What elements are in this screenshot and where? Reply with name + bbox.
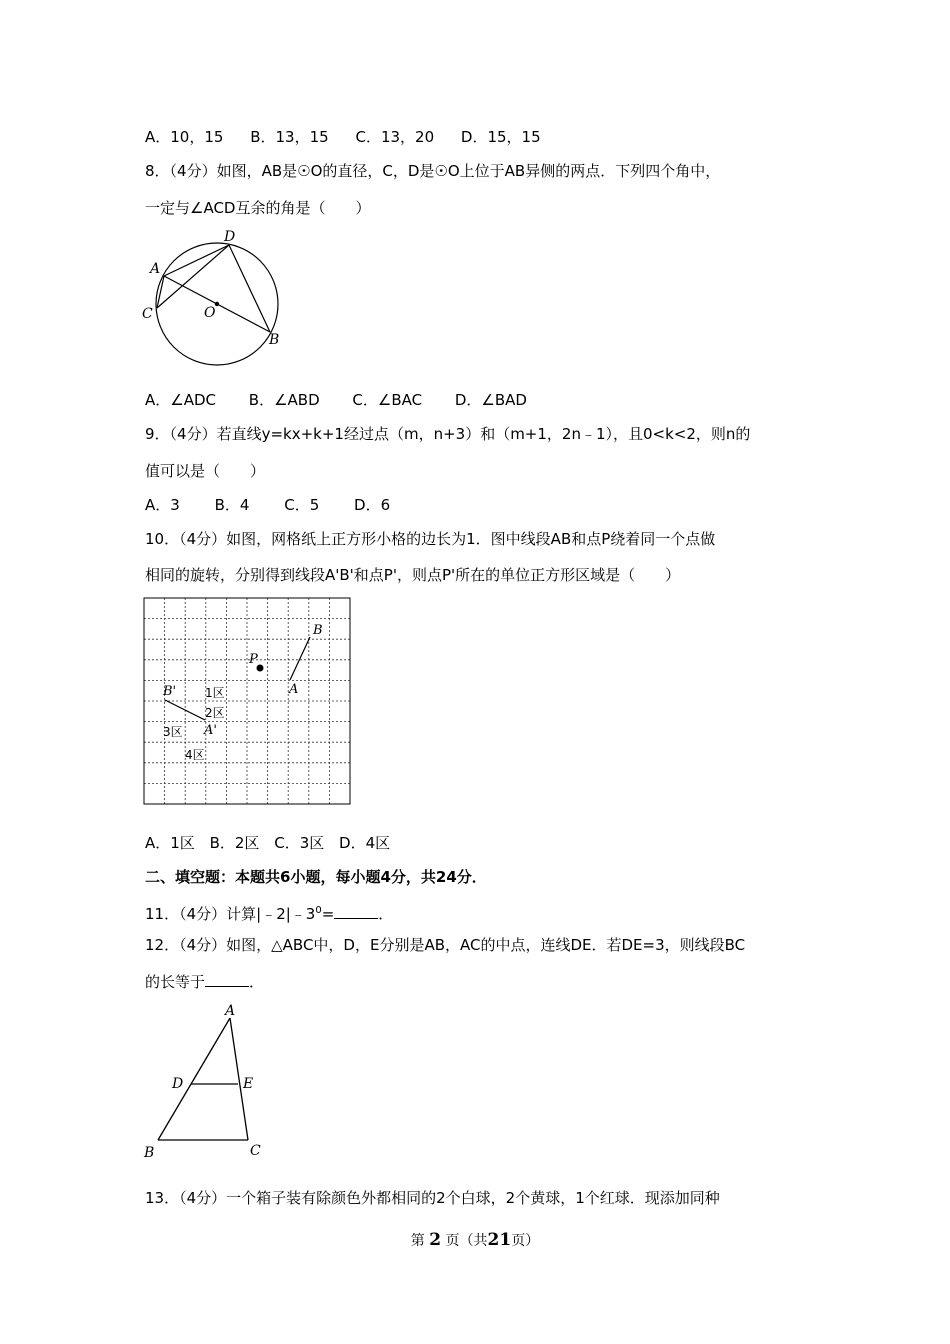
q12-stem-line1: 12．（4分）如图，△ABC中，D，E分别是AB，AC的中点，连线DE．若DE=3，则线段BC: [145, 936, 746, 954]
label-region-1: 1区: [205, 686, 225, 700]
q11-exponent: 0: [315, 905, 322, 916]
label-d-tri: D: [172, 1076, 184, 1092]
q7-options: [145, 127, 563, 147]
label-region-3: 3区: [163, 725, 183, 739]
q11-expr: |﹣2|﹣3: [256, 905, 316, 923]
footer-mid: 页（共: [445, 1233, 488, 1249]
footer-prefix: 第: [410, 1233, 425, 1249]
q9-option-c: C．5: [284, 496, 320, 514]
q10-stem-line2: 相同的旋转，分别得到线段A'B'和点P'，则点P'所在的单位正方形区域是（ ）: [145, 566, 681, 584]
q10-option-b: B．2区: [209, 834, 260, 852]
label-a: A: [150, 261, 161, 277]
q10-option-d: D．4区: [339, 834, 391, 852]
q12-answer-blank[interactable]: [205, 972, 249, 987]
q11-answer-blank[interactable]: [334, 904, 378, 919]
segment-cd: [157, 245, 229, 308]
label-a-tri: A: [225, 1003, 236, 1019]
q7-option-d: D．15，15: [460, 128, 541, 146]
q12-stem-line2: [145, 972, 264, 992]
footer-total-pages: 21: [487, 1230, 512, 1250]
q9-options: [145, 495, 412, 515]
label-c: C: [142, 306, 153, 322]
q10-option-c: C．3区: [274, 834, 325, 852]
label-b-tri: B: [144, 1145, 155, 1161]
page-footer: [0, 1230, 950, 1250]
q10-options: [145, 833, 412, 853]
q11-end: ．: [378, 905, 394, 923]
footer-page-number: 2: [429, 1230, 442, 1250]
q10-stem-line1: 10．（4分）如图，网格纸上正方形小格的边长为1．图中线段AB和点P绕着同一个点做: [145, 530, 716, 548]
label-o: O: [204, 305, 216, 321]
q7-option-a: A．10，15: [145, 128, 224, 146]
q8-stem-line1: 8．（4分）如图，AB是☉O的直径，C，D是☉O上位于AB异侧的两点．下列四个角中，: [145, 162, 721, 180]
label-b-grid: B: [313, 623, 323, 638]
q9-stem-line1: 9．（4分）若直线y=kx+k+1经过点（m，n+3）和（m+1，2n﹣1），且0<k<2，则n的: [145, 425, 751, 443]
label-b: B: [269, 332, 280, 348]
q8-option-b: B．∠ABD: [248, 391, 320, 409]
q8-options: [145, 390, 549, 410]
label-region-4: 4区: [185, 748, 205, 762]
q10-option-a: A．1区: [145, 834, 195, 852]
q8-option-d: D．∠BAD: [454, 391, 527, 409]
q11-prefix: 11．（4分）计算: [145, 905, 257, 923]
q12-prefix: 的长等于: [145, 973, 206, 991]
label-e-tri: E: [243, 1076, 254, 1092]
q8-circle-figure: [138, 225, 288, 370]
q8-stem-line2: 一定与∠ACD互余的角是（ ）: [145, 199, 371, 217]
footer-suffix: 页）: [511, 1233, 540, 1249]
q9-option-d: D．6: [354, 496, 391, 514]
section-heading: 二、填空题：本题共6小题，每小题4分，共24分．: [145, 868, 487, 886]
q9-option-a: A．3: [145, 496, 180, 514]
q9-stem-line2: 值可以是（ ）: [145, 462, 266, 480]
q11-stem: [145, 901, 393, 924]
side-ab: [158, 1018, 230, 1140]
q11-equals: =: [321, 905, 335, 923]
segment-ab-grid: [290, 637, 310, 680]
q7-option-b: B．13，15: [250, 128, 329, 146]
label-c-tri: C: [250, 1143, 261, 1159]
label-p: P: [249, 652, 258, 667]
q10-grid-figure: [143, 597, 353, 807]
q12-end: ．: [249, 973, 265, 991]
q9-option-b: B．4: [214, 496, 250, 514]
label-region-2: 2区: [205, 706, 225, 720]
q7-option-c: C．13，20: [355, 128, 435, 146]
q13-stem-line1: 13．（4分）一个箱子装有除颜色外都相同的2个白球，2个黄球，1个红球．现添加同种: [145, 1189, 720, 1207]
q12-triangle-figure: [138, 1000, 278, 1165]
label-a-grid: A: [289, 682, 299, 697]
q8-option-c: C．∠BAC: [352, 391, 423, 409]
q8-option-a: A．∠ADC: [145, 391, 216, 409]
label-b-prime: B': [163, 684, 177, 699]
label-d: D: [224, 229, 236, 245]
label-a-prime: A': [204, 723, 217, 738]
segment-db: [229, 245, 270, 332]
